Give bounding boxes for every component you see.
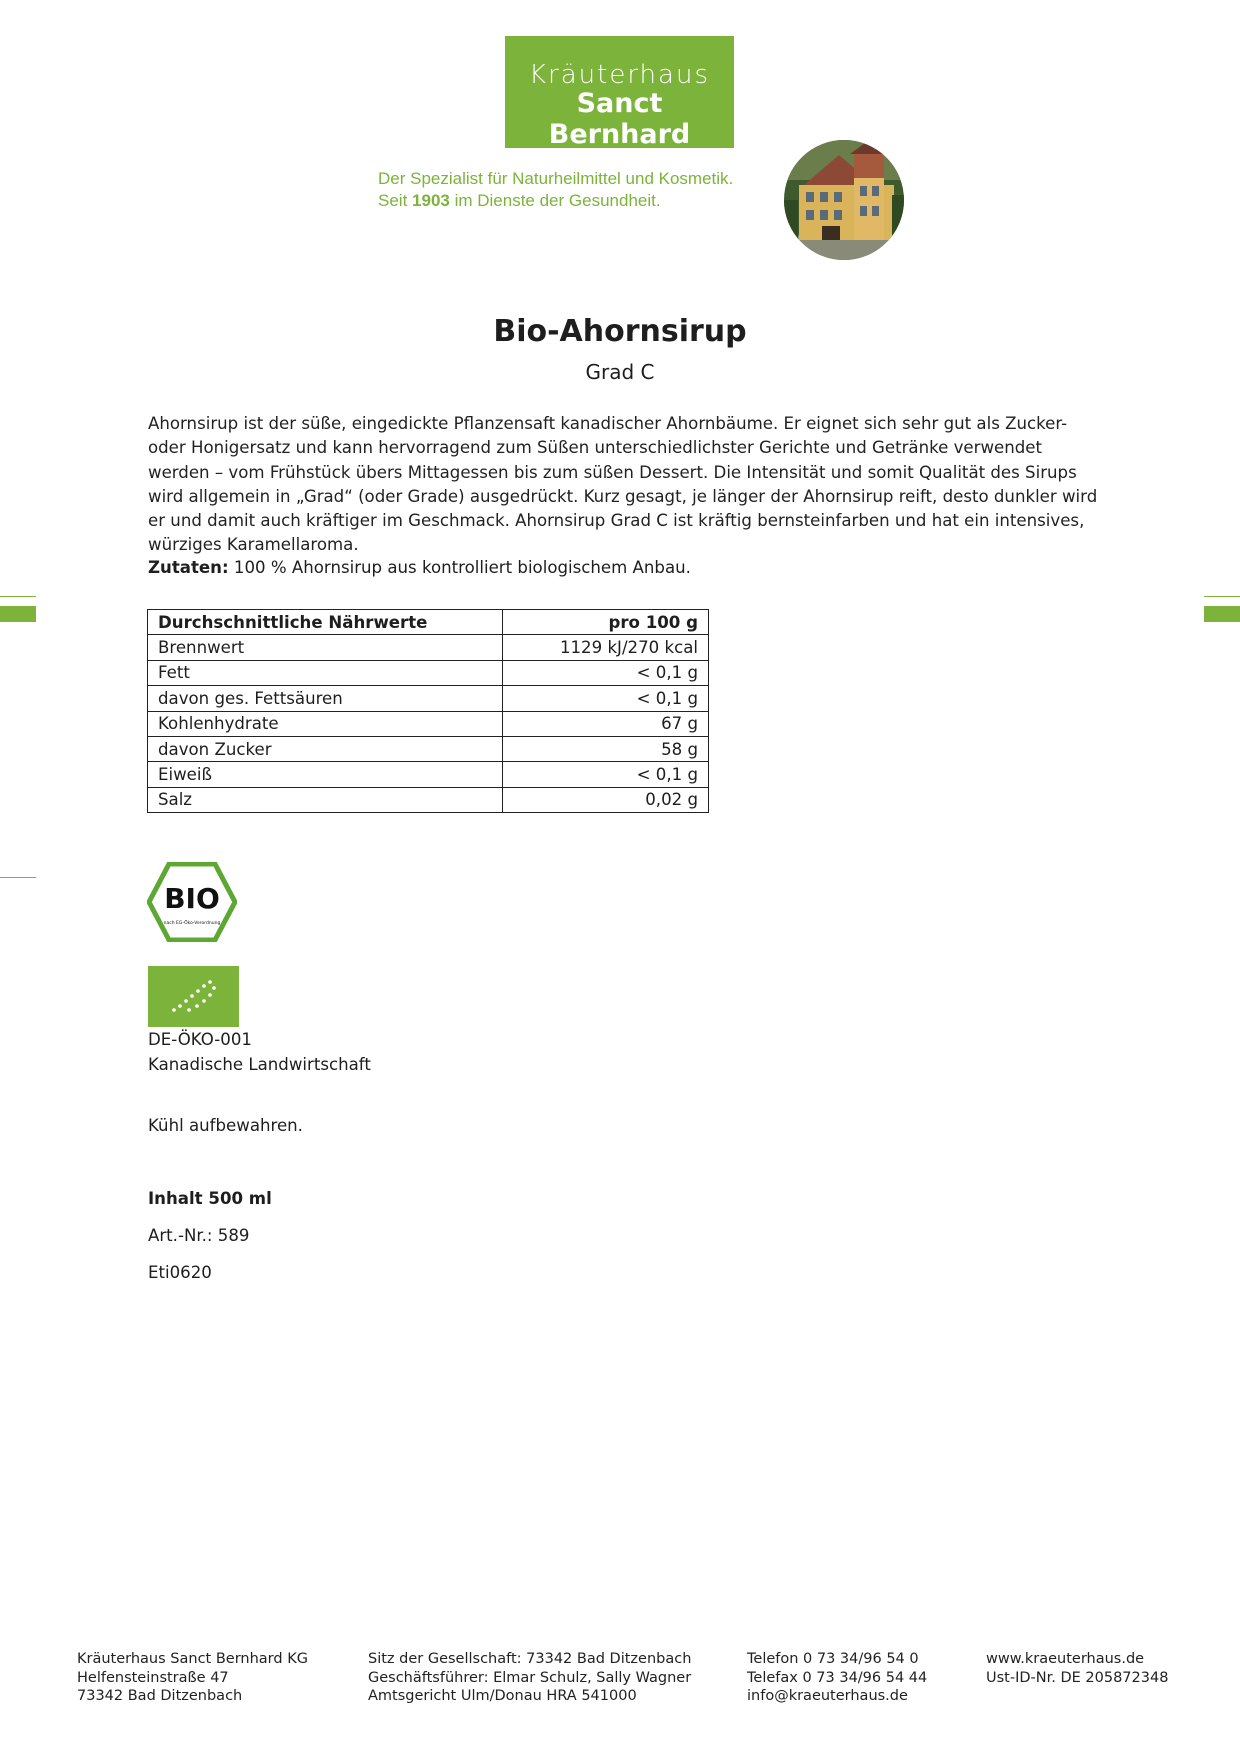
- footer-phone: Telefon 0 73 34/96 54 0: [747, 1651, 919, 1667]
- label-code: Eti0620: [148, 1263, 212, 1282]
- building-photo: [784, 140, 904, 260]
- bio-seal-icon: [147, 862, 237, 942]
- origin-agriculture: Kanadische Landwirtschaft: [148, 1055, 371, 1074]
- tagline-year: 1903: [412, 191, 450, 210]
- footer-contact: [747, 1650, 927, 1706]
- table-row: [148, 762, 709, 787]
- logo-line-2: Sanct Bernhard: [548, 88, 691, 150]
- fold-mark-line-left: [0, 596, 36, 597]
- footer-line: Amtsgericht Ulm/Donau HRA 541000: [368, 1688, 637, 1704]
- brand-logo: [505, 36, 734, 148]
- table-cell: 58 g: [503, 736, 709, 761]
- table-cell: davon ges. Fettsäuren: [148, 686, 503, 711]
- table-row: [148, 711, 709, 736]
- product-description: Ahornsirup ist der süße, eingedickte Pflanzensaft kanadischer Ahornbäume. Er eignet sich sehr gut als Zucker- oder Honigersatz und kann hervorragend zum Süßen unterschiedlichster Gerichte und Getränke verwendet werden – vom Frühstück übers Mittagessen bis zum süßen Dessert. Die Intensität und somit Qualität des Sirups wird allgemein in „Grad“ (oder Grade) ausgedrückt. Kurz gesagt, je länger der Ahornsirup reift, desto dunkler wird er und damit auch kräftiger im Geschmack. Ahornsirup Grad C ist kräftig bernsteinfarben und hat ein intensives, würziges Karamellaroma.: [148, 414, 1098, 555]
- table-cell: Eiweiß: [148, 762, 503, 787]
- table-cell: davon Zucker: [148, 736, 503, 761]
- table-header-cell: Durchschnittliche Nährwerte: [148, 610, 503, 635]
- bio-seal-small-text: nach EG-Öko-Verordnung: [163, 921, 221, 926]
- footer-fax: Telefax 0 73 34/96 54 44: [747, 1669, 928, 1686]
- footer-web: [986, 1650, 1168, 1687]
- footer-line: Geschäftsführer: Elmar Schulz, Sally Wagner: [368, 1669, 692, 1686]
- table-cell: < 0,1 g: [503, 660, 709, 685]
- tagline: [378, 168, 733, 212]
- footer-legal: [368, 1650, 691, 1706]
- bio-seal-text: BIO: [164, 882, 220, 915]
- table-row: [148, 635, 709, 660]
- table-cell: Kohlenhydrate: [148, 711, 503, 736]
- footer-vat-id: Ust-ID-Nr. DE 205872348: [986, 1669, 1169, 1686]
- article-number: Art.-Nr.: 589: [148, 1226, 250, 1245]
- organic-control-code: DE-ÖKO-001: [148, 1030, 252, 1049]
- fold-mark-line-right: [1204, 596, 1240, 597]
- tagline-line-1: Der Spezialist für Naturheilmittel und Kosmetik.: [378, 169, 734, 188]
- nutrition-table: [147, 609, 709, 813]
- table-row: [148, 787, 709, 812]
- table-row: [148, 736, 709, 761]
- footer-website-link[interactable]: www.kraeuterhaus.de: [986, 1651, 1145, 1667]
- fold-mark-left: [0, 606, 36, 622]
- product-subtitle: Grad C: [585, 360, 655, 384]
- table-cell: Salz: [148, 787, 503, 812]
- ingredients-text: 100 % Ahornsirup aus kontrolliert biologischem Anbau.: [228, 558, 691, 577]
- tagline-pre: Seit: [378, 191, 413, 210]
- table-row: [148, 660, 709, 685]
- ingredients-label: Zutaten:: [148, 558, 229, 577]
- table-cell: 1129 kJ/270 kcal: [503, 635, 709, 660]
- table-header-row: [148, 610, 709, 635]
- footer-line: Helfensteinstraße 47: [77, 1669, 229, 1686]
- punch-mark-left: [0, 877, 36, 878]
- storage-note: Kühl aufbewahren.: [148, 1116, 303, 1135]
- table-cell: 0,02 g: [503, 787, 709, 812]
- table-cell: < 0,1 g: [503, 762, 709, 787]
- table-header-cell: pro 100 g: [503, 610, 709, 635]
- content-volume: Inhalt 500 ml: [148, 1189, 272, 1208]
- tagline-post: im Dienste der Gesundheit.: [449, 191, 661, 210]
- footer-company: [77, 1650, 308, 1706]
- table-cell: < 0,1 g: [503, 686, 709, 711]
- table-cell: Fett: [148, 660, 503, 685]
- ingredients: [148, 558, 691, 577]
- eu-organic-leaf-icon: [148, 966, 239, 1027]
- product-title: Bio-Ahornsirup: [493, 314, 747, 349]
- table-cell: Brennwert: [148, 635, 503, 660]
- footer-line: Kräuterhaus Sanct Bernhard KG: [77, 1651, 308, 1667]
- tagline-line-2: [378, 190, 733, 212]
- table-cell: 67 g: [503, 711, 709, 736]
- footer-email-link[interactable]: info@kraeuterhaus.de: [747, 1688, 908, 1704]
- footer-line: 73342 Bad Ditzenbach: [77, 1688, 243, 1704]
- logo-line-1: Kräuterhaus: [528, 60, 710, 90]
- fold-mark-right: [1204, 606, 1240, 622]
- table-row: [148, 686, 709, 711]
- footer-line: Sitz der Gesellschaft: 73342 Bad Ditzenbach: [368, 1651, 692, 1667]
